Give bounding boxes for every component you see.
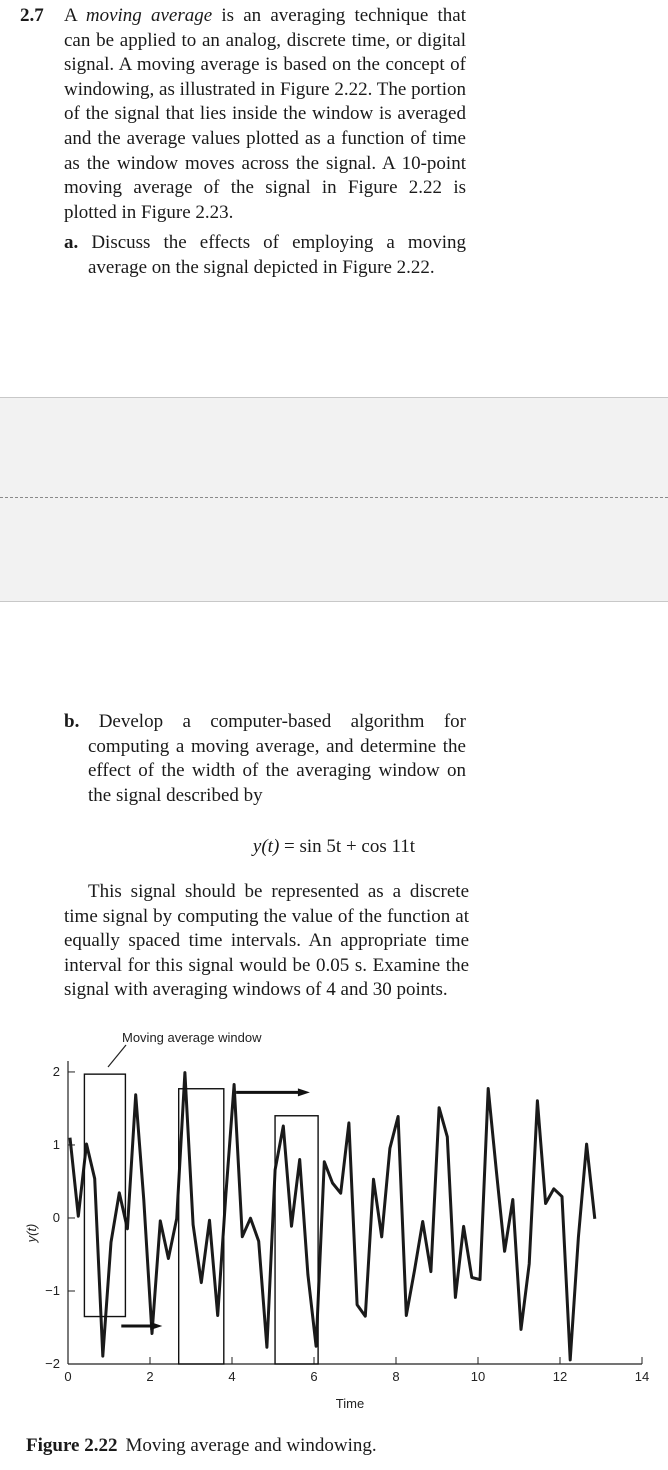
x-tick-label: 2 (146, 1369, 154, 1384)
x-tick-label: 10 (470, 1369, 486, 1384)
x-tick-label: 6 (310, 1369, 318, 1384)
intro-lead: A (64, 5, 86, 26)
x-axis-label: Time (335, 1396, 365, 1411)
signal-equation (0, 835, 668, 859)
part-a-letter: a. (64, 232, 79, 253)
equation-lhs: y(t) (252, 836, 280, 857)
x-tick-label: 0 (64, 1369, 72, 1384)
signal-line (70, 1073, 595, 1360)
answer-space (0, 397, 668, 602)
window-boxes (84, 1074, 318, 1364)
x-tick-label: 14 (634, 1369, 650, 1384)
window-box (275, 1116, 318, 1364)
arrow-head (150, 1322, 162, 1330)
x-tick-label: 8 (392, 1369, 400, 1384)
part-b-letter: b. (64, 711, 80, 732)
window-box (179, 1089, 224, 1364)
x-tick-label: 12 (552, 1369, 568, 1384)
y-tick-label: 1 (52, 1136, 60, 1152)
signal-waveform (70, 1073, 595, 1360)
part-a (64, 231, 466, 280)
part-b-text: Develop a computer-based algorithm for computing a moving average, and determine the effect of the width of the averaging window on the signal described by (88, 711, 466, 806)
window-annotation: Moving average window (122, 1030, 262, 1045)
intro-rest: is an averaging technique that can be applied to an analog, discrete time, or digital signal. A moving average is based on the concept of windowing, as illustrated in Figure 2.22. The portion of the signal that lies inside the window is averaged and the average values plotted as a function of time as the window moves across the signal. A 10-point moving average of the signal in Figure 2.22 is plotted in Figure 2.23. (64, 5, 466, 223)
part-a-text: Discuss the effects of employing a moving average on the signal depicted in Figure 2.22. (88, 232, 466, 278)
problem-number: 2.7 (20, 5, 44, 26)
y-tick-label: 0 (52, 1209, 60, 1225)
y-tick-label: 2 (52, 1063, 60, 1079)
equation-rhs: sin 5t + cos 11t (299, 836, 416, 857)
equation-equals: = (284, 836, 295, 857)
caption-text: Moving average and windowing. (125, 1435, 377, 1456)
figure-2-22-chart (0, 1015, 668, 1415)
figure-caption (26, 1434, 377, 1458)
problem-intro (64, 4, 466, 225)
page-break-divider (0, 497, 668, 498)
y-tick-label: −2 (45, 1356, 60, 1371)
x-tick-label: 4 (228, 1369, 236, 1384)
annotation-leader (108, 1045, 126, 1067)
arrow-head (298, 1088, 310, 1096)
y-axis-label: y(t) (24, 1223, 39, 1243)
followup-text: This signal should be represented as a discrete time signal by computing the value of the function at equally spaced time intervals. An appropriate time interval for this signal would be 0.05 s. Examine the signal with averaging windows of 4 and 30 points. (64, 881, 469, 1001)
part-b (64, 710, 466, 808)
caption-label: Figure 2.22 (26, 1435, 118, 1456)
intro-term: moving average (85, 5, 213, 26)
y-tick-label: −1 (45, 1282, 60, 1298)
